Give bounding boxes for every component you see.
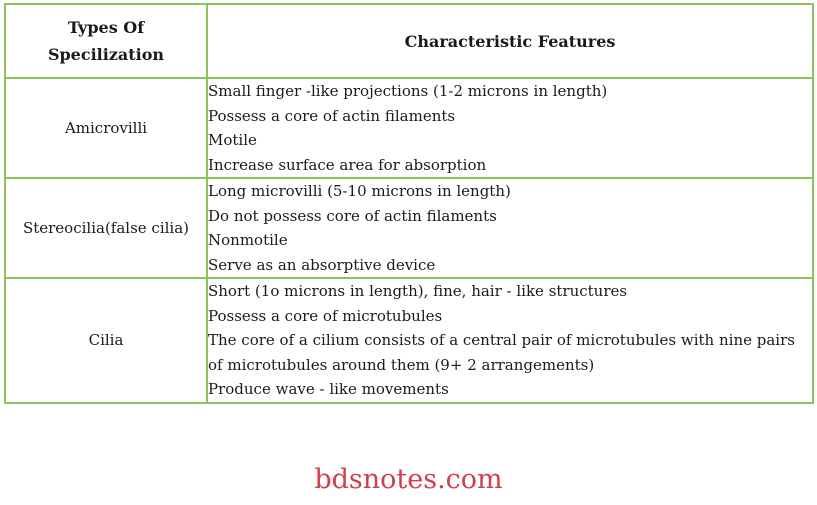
feature-line: Do not possess core of actin filaments: [208, 206, 497, 225]
row-features: [207, 78, 813, 178]
feature-line: Possess a core of actin filaments: [208, 106, 456, 125]
table-header-row: [5, 4, 813, 78]
header-types: [5, 4, 207, 78]
specialization-table: [4, 3, 814, 404]
row-features: [207, 178, 813, 278]
row-type: Amicrovilli: [5, 78, 207, 178]
feature-line: Increase surface area for absorption: [208, 155, 487, 174]
table-row: [5, 178, 813, 278]
feature-line: Motile: [208, 131, 257, 149]
feature-line: Short (1o microns in length), fine, hair - like structures: [208, 282, 628, 300]
header-types-line2: Specilization: [47, 45, 165, 64]
feature-line: Nonmotile: [208, 231, 288, 249]
feature-line: Possess a core of microtubules: [208, 306, 443, 325]
header-types-line1: Types Of: [67, 18, 145, 37]
feature-line: Small finger -like projections (1-2 microns in length): [208, 82, 608, 100]
table-row: [5, 278, 813, 403]
feature-line: Long microvilli (5-10 microns in length): [208, 182, 511, 200]
row-type: Stereocilia(false cilia): [5, 178, 207, 278]
site-watermark: bdsnotes.com: [314, 464, 503, 495]
feature-line: The core of a cilium consists of a central pair of microtubules with nine pairs of microtubules around them (9+ 2 arrangements): [208, 331, 795, 374]
table-row: [5, 78, 813, 178]
feature-line: Produce wave - like movements: [208, 380, 449, 398]
row-features: [207, 278, 813, 403]
row-type: Cilia: [5, 278, 207, 403]
feature-line: Serve as an absorptive device: [208, 255, 436, 274]
header-features: Characteristic Features: [207, 4, 813, 78]
